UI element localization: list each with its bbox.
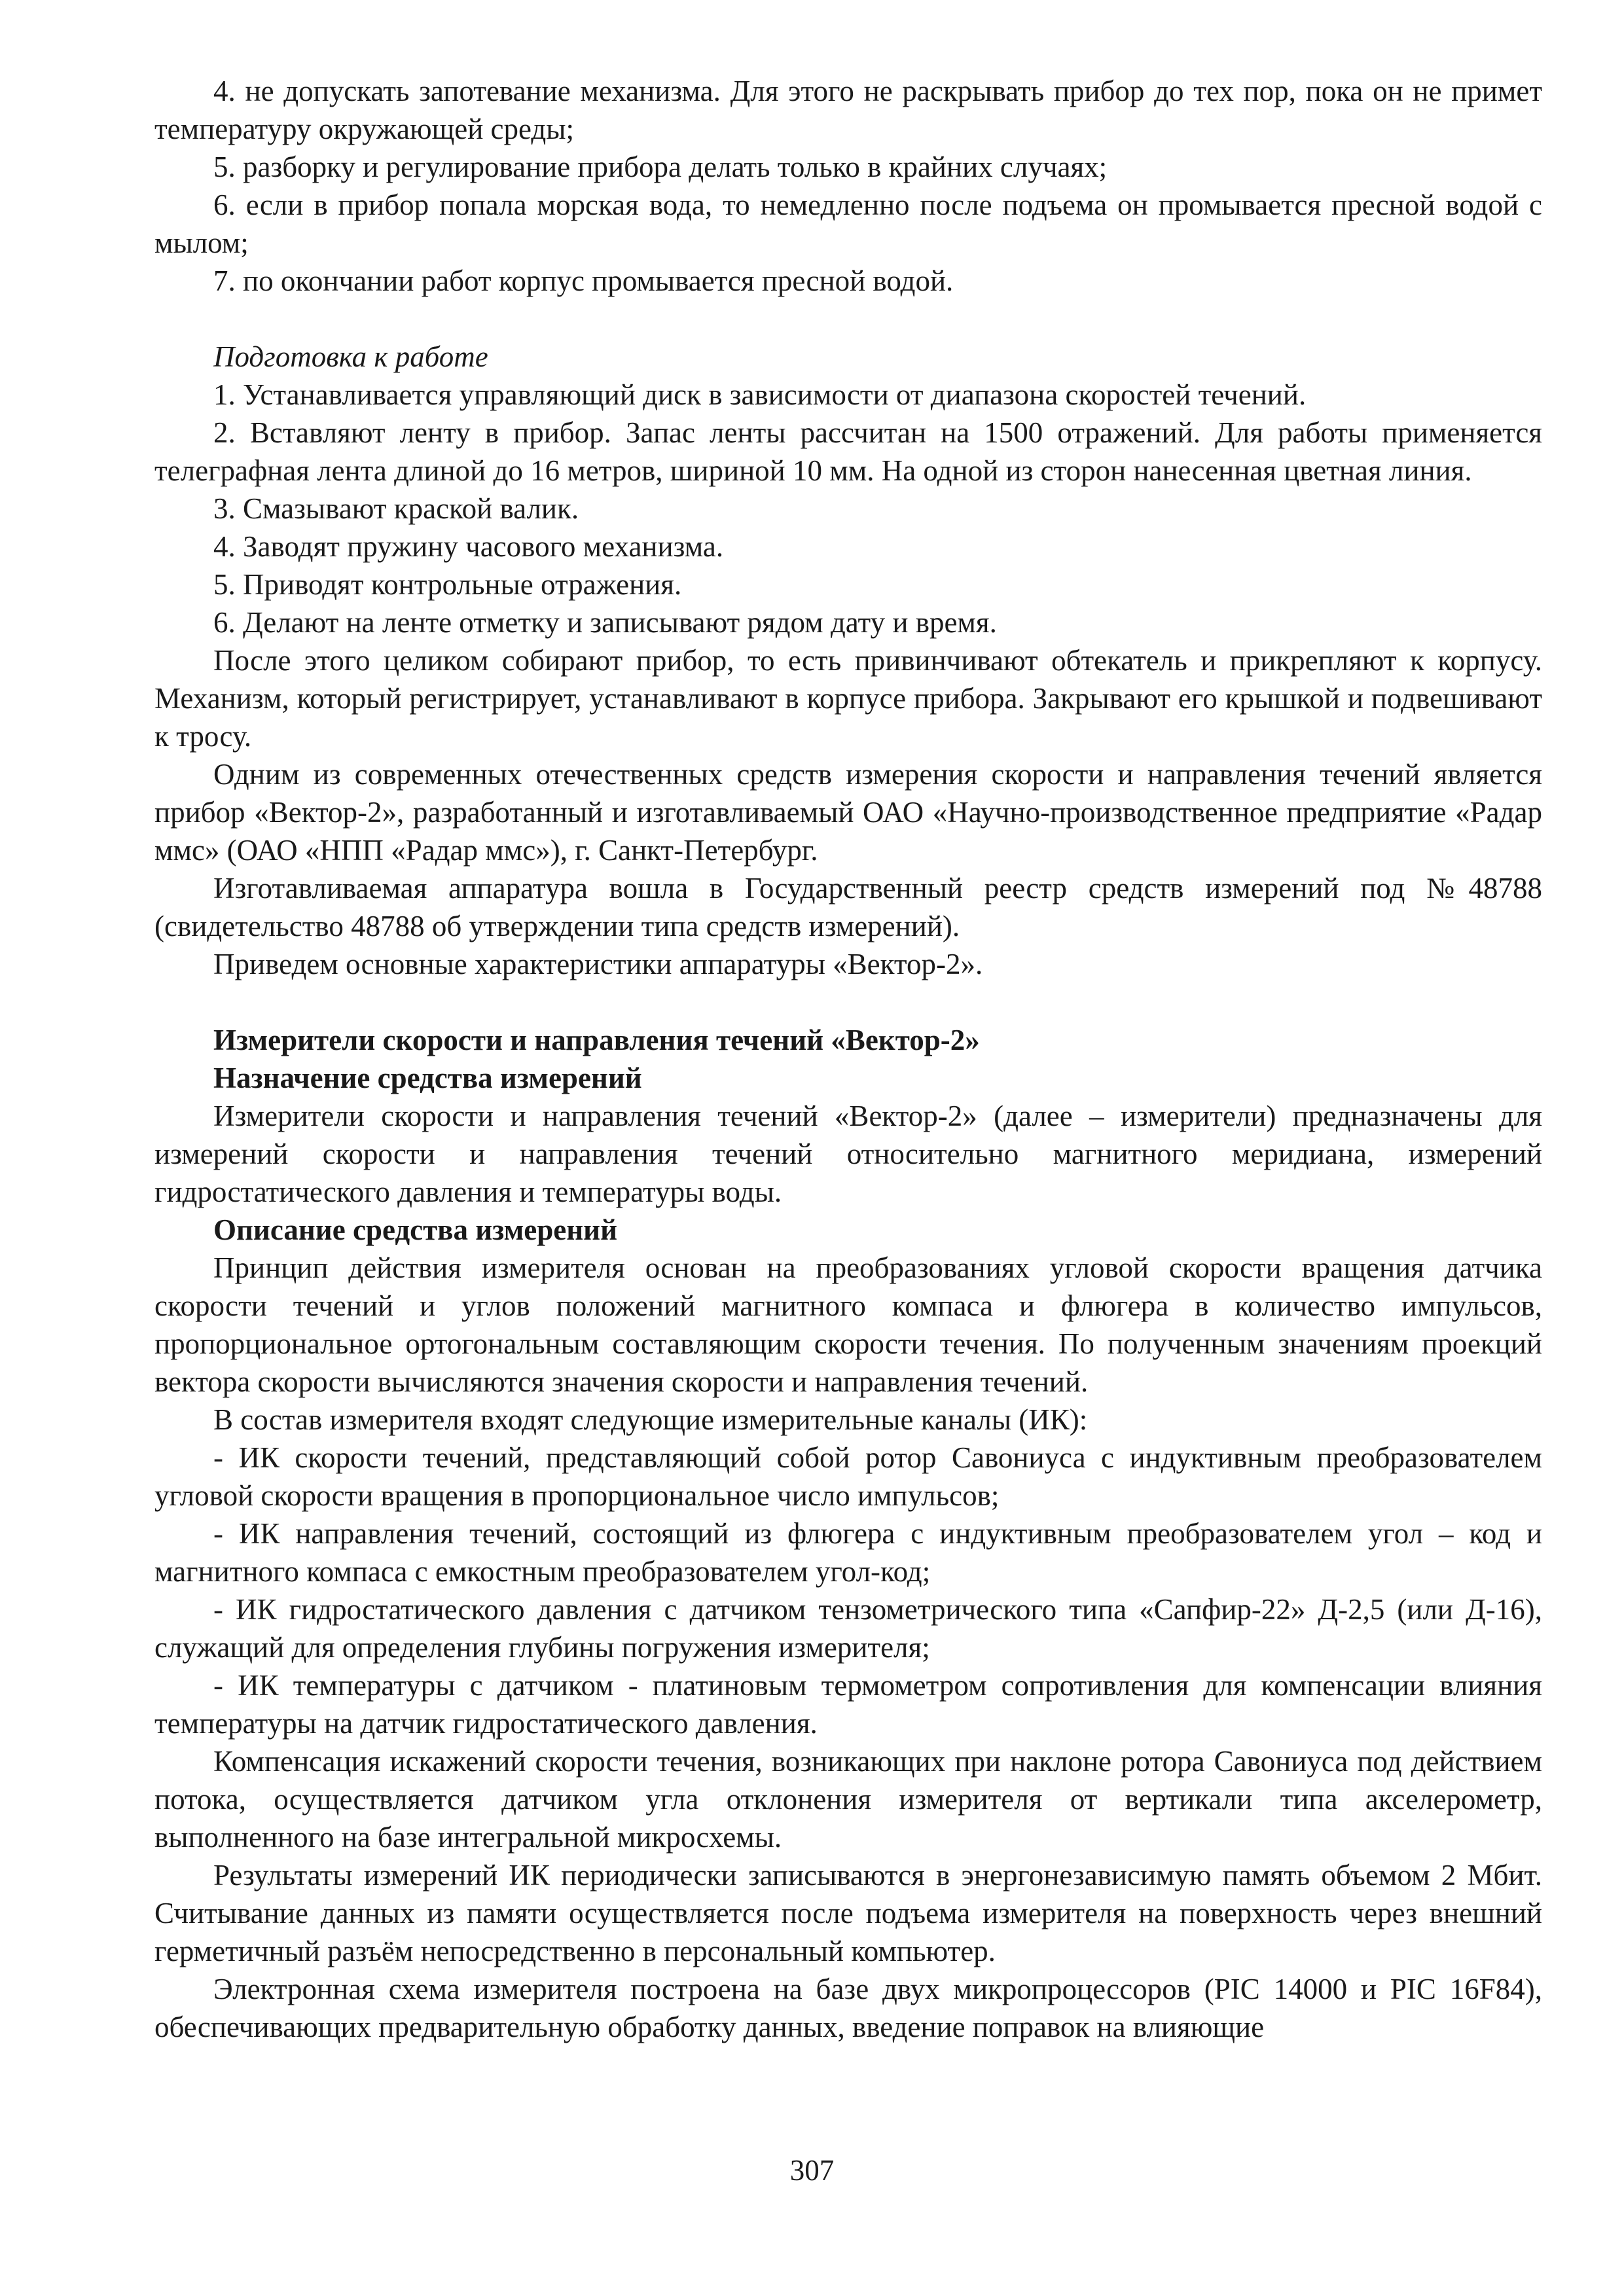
preparation-step: 3. Смазывают краской валик. (213, 492, 579, 525)
care-item: 6. если в прибор попала морская вода, то немедленно после подъема он промывается пресной водой с мылом; (154, 188, 1542, 259)
preparation-step: 5. Приводят контрольные отражения. (213, 568, 682, 601)
preparation-heading: Подготовка к работе (213, 340, 488, 373)
preparation-step: 1. Устанавливается управляющий диск в зависимости от диапазона скоростей течений. (213, 378, 1307, 411)
description-paragraph: Результаты измерений ИК периодически записываются в энергонезависимую память объемом 2 Мбит. Считывание данных из памяти осуществляется после подъема измерителя на поверхность через внешний герметичный разъём непосредственно в персональный компьютер. (154, 1859, 1542, 1967)
body-paragraph: Приведем основные характеристики аппаратуры «Вектор-2». (213, 948, 983, 980)
section-title: Измерители скорости и направления течений «Вектор-2» (213, 1024, 980, 1056)
preparation-step: 6. Делают на ленте отметку и записывают рядом дату и время. (213, 606, 997, 639)
description-paragraph: В состав измерителя входят следующие измерительные каналы (ИК): (213, 1403, 1088, 1436)
description-paragraph: Компенсация искажений скорости течения, возникающих при наклоне ротора Савониуса под действием потока, осуществляется датчиком угла отклонения измерителя от вертикали типа акселерометр, выполненного на базе интегральной микросхемы. (154, 1745, 1542, 1854)
description-paragraph: Принцип действия измерителя основан на преобразованиях угловой скорости вращения датчика скорости течений и углов положений магнитного компаса и флюгера в количество импульсов, пропорциональное ортогональным составляющим скорости течения. По полученным значениям проекций вектора скорости вычисляются значения скорости и направления течений. (154, 1251, 1542, 1398)
preparation-step: 4. Заводят пружину часового механизма. (213, 530, 724, 563)
care-item: 5. разборку и регулирование прибора делать только в крайних случаях; (213, 151, 1108, 183)
preparation-step: 2. Вставляют ленту в прибор. Запас ленты рассчитан на 1500 отражений. Для работы применяется телеграфная лента длиной до 16 метров, шириной 10 мм. На одной из сторон нанесенная цветная линия. (154, 416, 1542, 487)
body-paragraph: Одним из современных отечественных средств измерения скорости и направления течений является прибор «Вектор-2», разработанный и изготавливаемый ОАО «Научно-производственное предприятие «Радар ммс» (ОАО «НПП «Радар ммс»), г. Санкт-Петербург. (154, 758, 1542, 867)
page-body (154, 72, 1542, 2046)
spacer (154, 983, 1542, 1021)
description-heading: Описание средства измерений (213, 1213, 618, 1246)
channel-item: - ИК гидростатического давления с датчиком тензометрического типа «Сапфир-22» Д-2,5 (или Д-16), служащий для определения глубины погружения измерителя; (154, 1593, 1542, 1664)
channel-item: - ИК температуры с датчиком - платиновым термометром сопротивления для компенсации влияния температуры на датчик гидростатического давления. (154, 1669, 1542, 1740)
page-number: 307 (789, 2154, 835, 2187)
care-item: 4. не допускать запотевание механизма. Для этого не раскрывать прибор до тех пор, пока он не примет температуру окружающей среды; (154, 75, 1542, 145)
channel-item: - ИК направления течений, состоящий из флюгера с индуктивным преобразователем угол – код и магнитного компаса с емкостным преобразователем угол-код; (154, 1517, 1542, 1588)
care-item: 7. по окончании работ корпус промывается пресной водой. (213, 264, 954, 297)
spacer (154, 300, 1542, 338)
purpose-heading: Назначение средства измерений (213, 1062, 642, 1094)
channel-item: - ИК скорости течений, представляющий собой ротор Савониуса с индуктивным преобразователем угловой скорости вращения в пропорциональное число импульсов; (154, 1441, 1542, 1512)
purpose-text: Измерители скорости и направления течений «Вектор-2» (далее – измерители) предназначены для измерений скорости и направления течений относительно магнитного меридиана, измерений гидростатического давления и температуры воды. (154, 1100, 1542, 1208)
body-paragraph: После этого целиком собирают прибор, то есть привинчивают обтекатель и прикрепляют к корпусу. Механизм, который регистрирует, устанавливают в корпусе прибора. Закрывают его крышкой и подвешивают к тросу. (154, 644, 1542, 753)
description-paragraph: Электронная схема измерителя построена на базе двух микропроцессоров (PIC 14000 и PIC 16F84), обеспечивающих предварительную обработку данных, введение поправок на влияющие (154, 1973, 1542, 2043)
body-paragraph: Изготавливаемая аппаратура вошла в Государственный реестр средств измерений под №48788 (свидетельство 48788 об утверждении типа средств измерений). (154, 872, 1542, 942)
